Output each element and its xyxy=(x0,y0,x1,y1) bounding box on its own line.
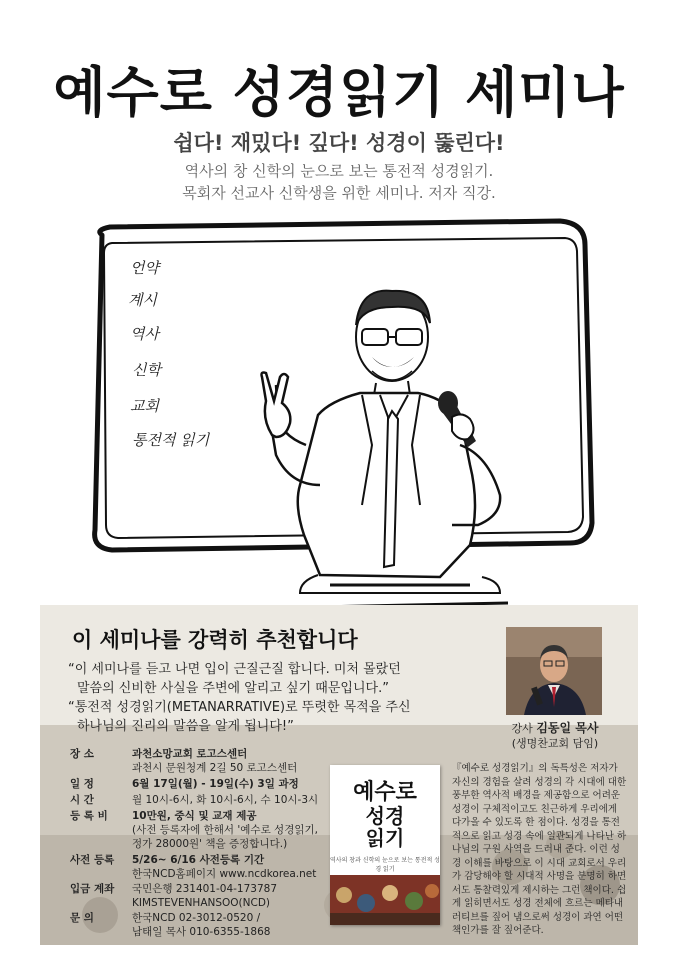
recommendation-title: 이 세미나를 강력히 추천합니다 xyxy=(72,628,358,652)
info-contact-line-2: 남태일 목사 010-6355-1868 xyxy=(132,926,271,938)
board-word-revelation: 계시 xyxy=(128,291,157,309)
lecturer-portrait xyxy=(506,627,602,715)
board-word-history: 역사 xyxy=(130,325,159,343)
book-summary: 『예수로 성경읽기』의 독특성은 저자가 자신의 경험을 살려 성경의 각 시대에 대한 풍부한 역사적 배경을 제공함으로 어려운 성경이 구체적이고도 친근하게 우리에게 다가올 수 있도록 한 점이다. 성경을 통전적으로 읽고 성경 속에 일관되게 나타난 하나님의 구원 사역을 드러내 준다. 이런 성경 이해를 바탕으로 이 시대 교회로서 우리가 감당해야 할 시대적 사명을 분명히 하면서도 통찰력있게 제시하는 그런 책이다. 쉽게 읽히면서도 성경 전체에 흐르는 메타내러티브를 짚어 냄으로써 성경이 과연 어떤 책인가를 잘 짚어준다. xyxy=(452,763,627,936)
info-fee-line-1: 10만원, 중식 및 교재 제공 xyxy=(132,810,257,822)
quote-1-line-1: “이 세미나를 듣고 나면 입이 근질근질 합니다. 미처 몰랐던 xyxy=(68,662,401,677)
seminar-title: 예수로 성경읽기 세미나 xyxy=(53,61,625,124)
book-title-1: 예수로 xyxy=(353,779,417,805)
info-fee-line-2: (사전 등록자에 한해서 '예수로 성경읽기, xyxy=(132,824,318,836)
lecturer-photo xyxy=(506,627,602,715)
quote-2-line-2: 하나님의 진리의 말씀을 알게 됩니다!” xyxy=(77,719,294,734)
info-contact-line-1: 한국NCD 02-3012-0520 / xyxy=(132,912,261,924)
lecturer-role: 강사 xyxy=(511,722,533,735)
quote-1 xyxy=(68,660,428,698)
board-word-church: 교회 xyxy=(130,397,159,415)
info-schedule-label: 일 정 xyxy=(70,778,94,790)
info-fee-line-3: 정가 28000원' 책을 증정합니다.) xyxy=(132,838,288,850)
lecturer-name: 김동일 목사 xyxy=(536,721,599,735)
info-venue-line-1: 과천소망교회 로고스센터 xyxy=(132,748,248,760)
board-word-theology: 신학 xyxy=(132,361,161,379)
info-venue-line-2: 과천시 문원청계 2길 50 로고스센터 xyxy=(132,762,298,774)
book-cover xyxy=(330,765,440,925)
book-cover-artwork xyxy=(330,875,440,925)
info-preregistration-line-1: 5/26~ 6/16 사전등록 기간 xyxy=(132,854,265,866)
seminar-subtitle: 쉽다! 재밌다! 깊다! 성경이 뚫린다! xyxy=(173,131,505,155)
info-preregistration-label: 사전 등록 xyxy=(70,854,115,866)
quote-2-line-1: “통전적 성경읽기(METANARRATIVE)로 뚜렷한 목적을 주신 xyxy=(68,700,411,715)
lecturer-drawing xyxy=(0,205,678,625)
board-word-covenant: 언약 xyxy=(130,259,159,277)
seminar-description xyxy=(0,160,678,204)
info-schedule-line-1: 6월 17일(월) - 19일(수) 3일 과정 xyxy=(132,778,299,790)
book-title-2: 성경 읽기 xyxy=(365,804,405,850)
info-contact-label: 문 의 xyxy=(70,912,94,924)
info-preregistration-line-2: 한국NCD홈페이지 www.ncdkorea.net xyxy=(132,868,317,880)
quote-1-line-2: 말씀의 신비한 사실을 주변에 알리고 싶기 때문입니다.” xyxy=(77,681,389,696)
info-bank-account-line-1: 국민은행 231401-04-173787 xyxy=(132,883,278,895)
quote-2 xyxy=(68,698,428,736)
info-fee-label: 등 록 비 xyxy=(70,810,108,822)
chalkboard-illustration xyxy=(0,205,678,625)
info-venue-label: 장 소 xyxy=(70,748,94,760)
description-line-1: 역사의 창 신학의 눈으로 보는 통전적 성경읽기. xyxy=(184,162,494,180)
info-time-line-1: 월 10시-6시, 화 10시-6시, 수 10시-3시 xyxy=(132,794,319,806)
info-bank-account-label: 입금 계좌 xyxy=(70,883,115,895)
lecturer-church: (생명찬교회 담임) xyxy=(511,737,599,750)
info-time-label: 시 간 xyxy=(70,794,94,806)
info-bank-account-line-2: KIMSTEVENHANSOO(NCD) xyxy=(132,897,271,909)
lecturer-caption xyxy=(490,721,620,751)
book-subtitle: 역사의 창과 신학의 눈으로 보는 통전적 성경 읽기 xyxy=(330,857,440,873)
description-line-2: 목회자 선교사 신학생을 위한 세미나. 저자 직강. xyxy=(182,184,496,202)
board-word-integrated-reading: 통전적 읽기 xyxy=(132,431,210,449)
